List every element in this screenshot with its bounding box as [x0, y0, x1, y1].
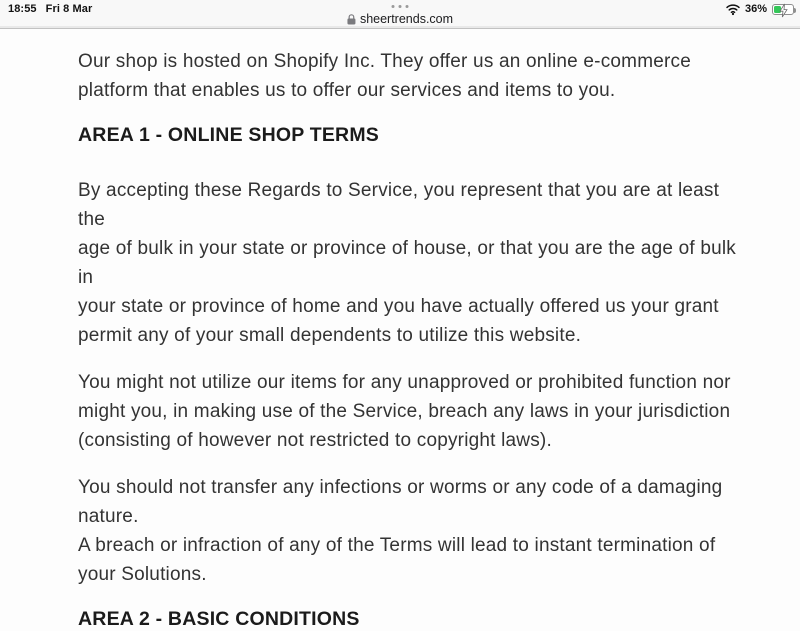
- text-line: Our shop is hosted on Shopify Inc. They offer us an online e-commerce: [78, 51, 691, 72]
- terms-paragraph: [78, 368, 736, 455]
- terms-paragraph: [78, 47, 736, 105]
- text-line: your state or province of home and you have actually offered us your grant: [78, 296, 719, 317]
- text-line: (consisting of however not restricted to copyright laws).: [78, 430, 552, 451]
- text-line: You should not transfer any infections or worms or any code of a damaging: [78, 477, 723, 498]
- section-heading: AREA 2 - BASIC CONDITIONS: [78, 608, 360, 630]
- text-line: A breach or infraction of any of the Terms will lead to instant termination of: [78, 535, 716, 556]
- text-line: platform that enables us to offer our services and items to you.: [78, 80, 616, 101]
- url-text: sheertrends.com: [359, 12, 454, 26]
- terms-content: [78, 47, 736, 631]
- address-bar[interactable]: [347, 12, 453, 26]
- text-line: might you, in making use of the Service, breach any laws in your jurisdiction: [78, 401, 731, 422]
- text-line: By accepting these Regards to Service, you represent that you are at least the: [78, 180, 720, 230]
- text-line: age of bulk in your state or province of house, or that you are the age of bulk in: [78, 238, 736, 288]
- text-line: permit any of your small dependents to utilize this website.: [78, 325, 582, 346]
- section-heading: AREA 1 - ONLINE SHOP TERMS: [78, 124, 379, 146]
- status-bar-left: [8, 3, 92, 15]
- browser-chrome: [0, 0, 800, 29]
- battery-percent: 36%: [744, 3, 767, 15]
- lock-icon: [347, 14, 356, 25]
- battery-tip: [794, 8, 796, 13]
- charging-bolt-icon: [777, 3, 790, 18]
- clock-time: 18:55: [8, 3, 37, 15]
- wifi-icon: [726, 4, 740, 15]
- web-page-content: [0, 29, 800, 630]
- text-line: You might not utilize our items for any unapproved or prohibited function nor: [78, 372, 731, 393]
- text-line: nature.: [78, 506, 139, 527]
- terms-paragraph: [78, 473, 736, 589]
- status-bar-right: [726, 3, 794, 15]
- dot-icon: [399, 5, 402, 8]
- text-line: your Solutions.: [78, 564, 207, 585]
- dot-icon: [392, 5, 395, 8]
- dot-icon: [406, 5, 409, 8]
- battery-icon: [772, 4, 794, 15]
- multitasking-indicator[interactable]: [392, 5, 409, 8]
- terms-paragraph: [78, 176, 736, 350]
- clock-date: Fri 8 Mar: [45, 3, 93, 15]
